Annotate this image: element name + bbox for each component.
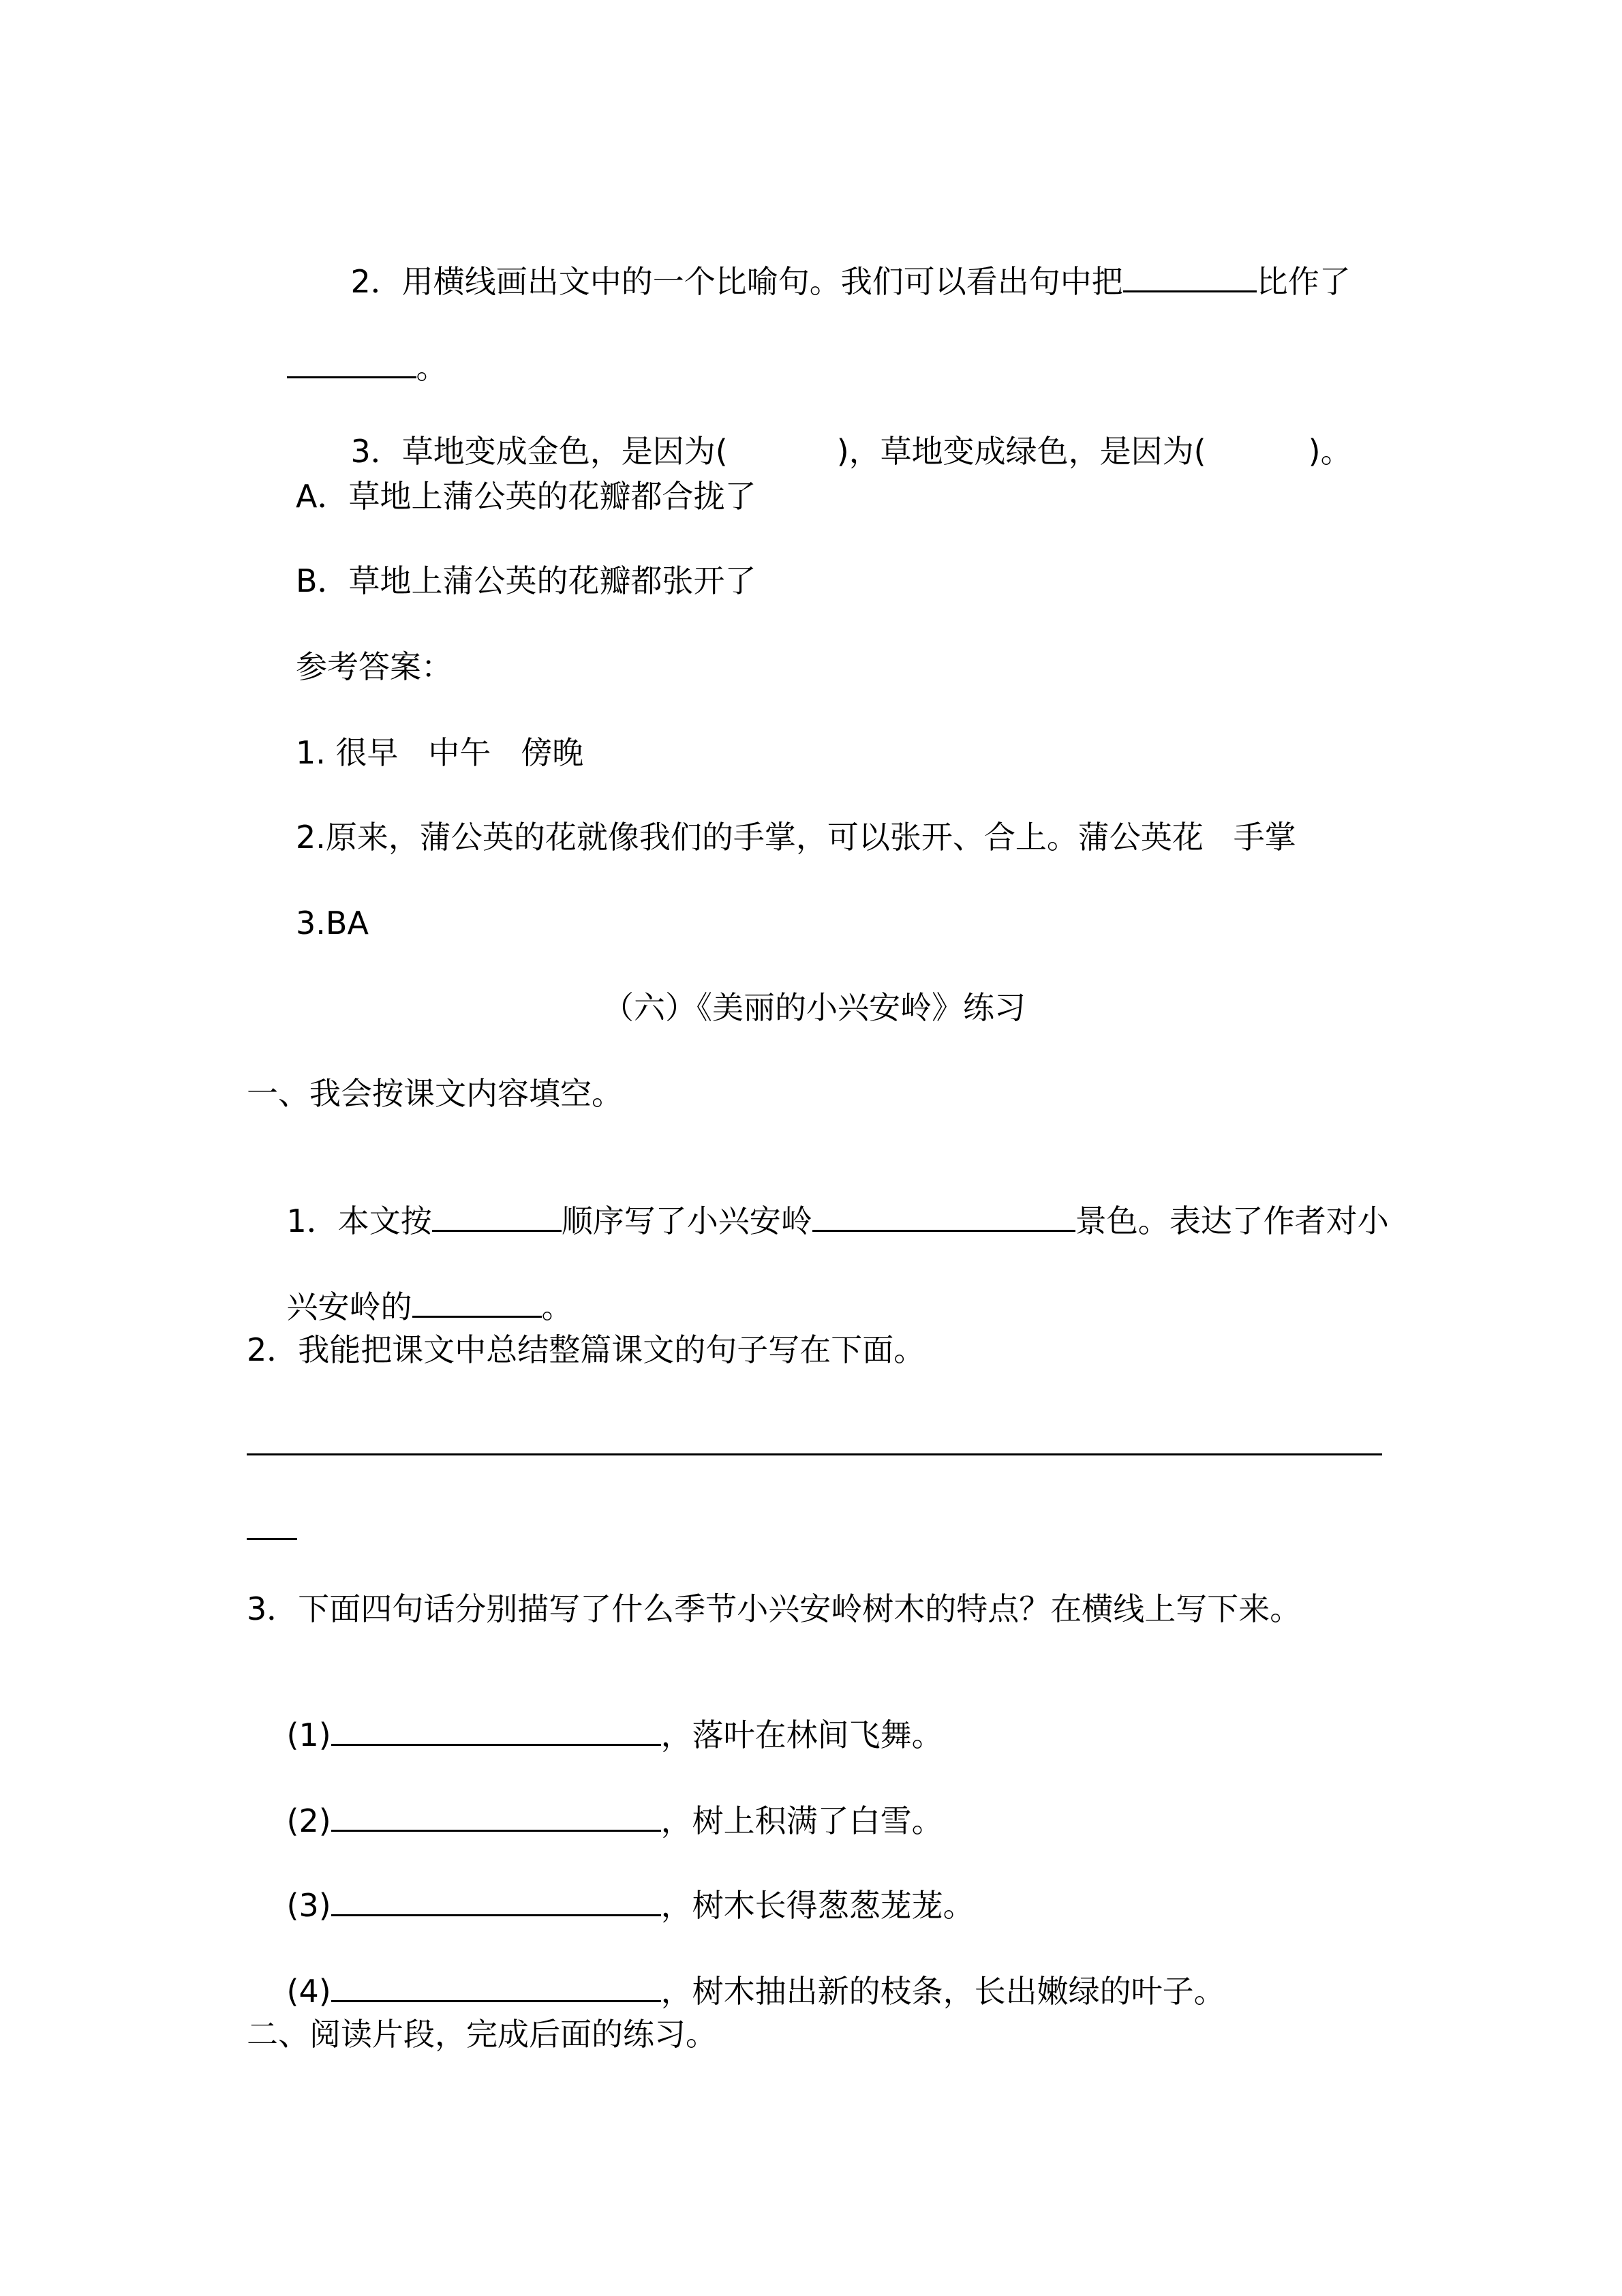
s6-q1-line2: [247, 1245, 573, 1325]
item-3-blank[interactable]: [331, 1884, 661, 1916]
s6-q1-text-part5: 。: [541, 1288, 573, 1325]
s6-q1-text-part2: 顺序写了小兴安岭: [561, 1203, 812, 1239]
s6-q2-answer-line[interactable]: [247, 1453, 1382, 1455]
q2-text-part2: 比作了: [1256, 263, 1351, 300]
item-2-number: (2): [286, 1802, 331, 1839]
q2-line1: [311, 220, 1351, 300]
q2-blank-2[interactable]: [287, 346, 416, 378]
s6-q3-item-3: [247, 1843, 975, 1924]
answers-heading: 参考答案：: [296, 648, 453, 685]
q3-text-part1: 3．草地变成金色，是因为(: [350, 433, 728, 470]
s6-q3-item-4: [247, 1929, 1225, 2010]
item-3-number: (3): [286, 1887, 331, 1924]
q2-text-part3: 。: [416, 349, 448, 386]
q3-text-part2: )，草地变成绿色，是因为(: [836, 433, 1206, 470]
s6-q1-blank-3[interactable]: [412, 1286, 542, 1318]
q3-option-b: B．草地上蒲公英的花瓣都张开了: [296, 562, 756, 599]
item-3-text: ，树木长得葱葱茏茏。: [660, 1887, 975, 1924]
s6-q3-text: 3．下面四句话分别描写了什么季节小兴安岭树木的特点？在横线上写下来。: [247, 1590, 1302, 1627]
item-1-blank[interactable]: [331, 1714, 661, 1746]
part2-heading: 二、阅读片段，完成后面的练习。: [247, 2016, 717, 2053]
s6-q1-blank-2[interactable]: [812, 1200, 1075, 1232]
q2-text-part1: 2．用横线画出文中的一个比喻句。我们可以看出句中把: [350, 263, 1123, 300]
q2-line2: [247, 305, 448, 386]
section-title: （六）《美丽的小兴安岭》练习: [602, 989, 1026, 1026]
item-4-blank[interactable]: [331, 1970, 661, 2002]
q3-text-part3: )。: [1308, 433, 1352, 470]
s6-q2-answer-line-tail[interactable]: [247, 1538, 297, 1540]
item-1-number: (1): [286, 1717, 331, 1753]
item-4-text: ，树木抽出新的枝条，长出嫩绿的叶子。: [660, 1973, 1225, 2010]
s6-q3-item-1: [247, 1673, 943, 1753]
s6-q2-text: 2．我能把课文中总结整篇课文的句子写在下面。: [247, 1331, 925, 1368]
item-4-number: (4): [286, 1973, 331, 2010]
item-2-text: ，树上积满了白雪。: [660, 1802, 943, 1839]
q3-line: [311, 390, 1352, 470]
s6-q1-line1: [247, 1159, 1389, 1239]
s6-q1-text-part4: 兴安岭的: [286, 1288, 412, 1325]
answer-3: 3.BA: [296, 905, 369, 941]
part1-heading: 一、我会按课文内容填空。: [247, 1075, 623, 1112]
item-1-text: ，落叶在林间飞舞。: [660, 1717, 943, 1753]
s6-q1-text-part1: 1．本文按: [286, 1203, 432, 1239]
answer-2: 2.原来，蒲公英的花就像我们的手掌，可以张开、合上。蒲公英花 手掌: [296, 819, 1296, 856]
s6-q3-item-2: [247, 1759, 943, 1839]
s6-q1-text-part3: 景色。表达了作者对小: [1075, 1203, 1389, 1239]
answer-1: 1. 很早 中午 傍晚: [296, 734, 584, 771]
q3-option-a: A．草地上蒲公英的花瓣都合拢了: [296, 478, 756, 515]
q2-blank-1[interactable]: [1123, 260, 1257, 292]
s6-q1-blank-1[interactable]: [432, 1200, 562, 1232]
item-2-blank[interactable]: [331, 1800, 661, 1832]
